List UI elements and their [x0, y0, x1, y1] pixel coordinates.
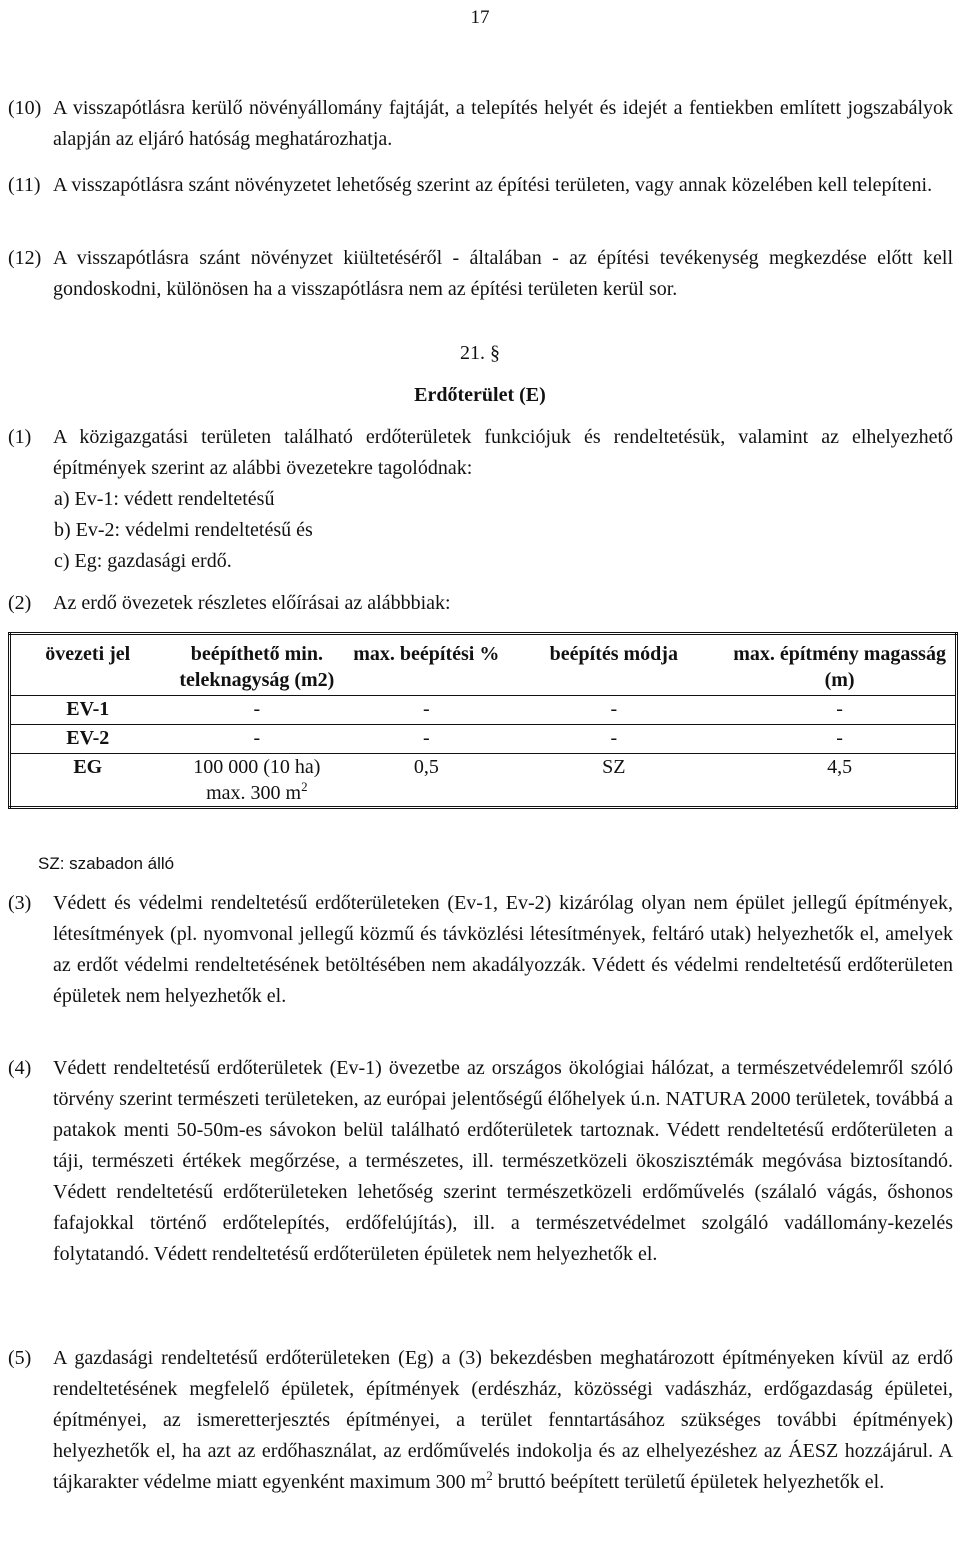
- paragraph-5: [8, 1343, 953, 1498]
- table-cell: EG: [73, 756, 103, 778]
- paragraph-2: [8, 588, 953, 619]
- table-row: [10, 754, 957, 808]
- paragraph-number: (11): [8, 174, 41, 196]
- table-footnote: SZ: szabadon álló: [38, 854, 175, 873]
- page-number: 17: [470, 7, 490, 28]
- paragraph-number: (2): [8, 592, 32, 614]
- table-cell: -: [165, 725, 350, 754]
- table-header-row: [10, 634, 957, 696]
- table-cell: -: [349, 696, 503, 725]
- paragraph-4: [8, 1053, 953, 1270]
- paragraph-text: A visszapótlásra szánt növényzet kiültetéséről - általában - az építési tevékenység megkezdése előtt kell gondoskodni, különösen ha a visszapótlásra nem az építési területen kerül sor.: [53, 247, 953, 300]
- paragraph-number: (4): [8, 1057, 32, 1079]
- paragraph-number: (10): [8, 97, 42, 119]
- superscript: 2: [301, 779, 308, 794]
- paragraph-3: [8, 888, 953, 1012]
- section-title: Erdőterület (E): [414, 384, 546, 406]
- paragraph-number: (1): [8, 426, 32, 448]
- paragraph-12: [8, 243, 953, 305]
- paragraph-text-main: A gazdasági rendeltetésű erdőterületeken (Eg) a (3) bekezdésben meghatározott építményeken kívül az erdő rendeltetésének megfelelő épületek, építmények (erdészház, közösségi vadászház, erdőgazdaság épületei, építményei, az ismeretterjesztés építményei, a terület fenntartásához szükséges további építmények) helyezhetők el, ha azt az erdőhasználat, az erdőművelés indokolja és az elhelyezéshez az ÁESZ hozzájárul. A tájkarakter védelme miatt egyenként maximum 300 m: [53, 1347, 953, 1493]
- paragraph-number: (3): [8, 892, 32, 914]
- table-cell: -: [724, 696, 956, 725]
- paragraph-text: [53, 1343, 953, 1498]
- table-cell: -: [503, 725, 724, 754]
- list-item: b) Ev-2: védelmi rendeltetésű és: [54, 519, 313, 541]
- zone-regulations-table: [8, 632, 958, 809]
- header-zone-code: övezeti jel: [10, 634, 165, 696]
- paragraph-text-tail: bruttó beépített területű épületek helyezhetők el.: [492, 1471, 885, 1493]
- table-cell: -: [165, 696, 350, 725]
- max-plot-size-value: [169, 780, 346, 806]
- paragraph-11: [8, 170, 953, 201]
- header-max-height: max. építmény magasság (m): [724, 634, 956, 696]
- max-plot-size-text: max. 300 m: [206, 782, 302, 804]
- table-cell: [165, 754, 350, 808]
- header-max-coverage: max. beépítési %: [349, 634, 503, 696]
- table-cell: 4,5: [827, 756, 853, 778]
- table-cell: -: [724, 725, 956, 754]
- header-building-mode: beépítés módja: [503, 634, 724, 696]
- paragraph-text: Védett rendeltetésű erdőterületek (Ev-1) övezetbe az országos ökológiai hálózat, a természetvédelemről szóló törvény szerint természeti területeken, az európai jelentőségű élőhelyek ú.n. NATURA 2000 területek, továbbá a patakok menti 50-50m-es sávokon belül található erdőterületek tartoznak. Védett rendeltetésű erdőterületen a táji, természeti értékek megőrzése, a természetes, ill. természetközeli ökoszisztémák megóvása biztosítandó. Védett rendeltetésű erdőterületeken lehetőség szerint természetközeli erdőművelés (szálaló vágás, őshonos fafajokkal történő erdőtelepítés, erdőfelújítás), ill. a természetvédelmet szolgáló vadállomány-kezelés folytatandó. Védett rendeltetésű erdőterületen épületek nem helyezhetők el.: [53, 1057, 953, 1265]
- header-min-plot-size: beépíthető min. teleknagyság (m2): [165, 634, 350, 696]
- list-item: c) Eg: gazdasági erdő.: [54, 550, 232, 572]
- superscript: 2: [486, 1468, 493, 1483]
- paragraph-number: (5): [8, 1347, 32, 1369]
- paragraph-1: [8, 422, 953, 484]
- min-plot-size-value: 100 000 (10 ha): [193, 756, 321, 778]
- paragraph-text: Védett és védelmi rendeltetésű erdőterületeken (Ev-1, Ev-2) kizárólag olyan nem épület jellegű építmények, létesítmények (pl. nyomvonal jellegű közmű és távközlési létesítmények, feltáró utak) helyezhetők el, amelyek az erdőt védelmi rendeltetésének betöltésében nem akadályozzák. Védett és védelmi rendeltetésű erdőterületen épületek nem helyezhetők el.: [53, 892, 953, 1007]
- table-cell: -: [349, 725, 503, 754]
- table-cell: EV-1: [10, 696, 165, 725]
- table-row: [10, 725, 957, 754]
- section-number: 21. §: [460, 342, 500, 364]
- list-item: a) Ev-1: védett rendeltetésű: [54, 488, 275, 510]
- paragraph-text: A közigazgatási területen található erdőterületek funkciójuk és rendeltetésük, valamint az elhelyezhető építmények szerint az alábbi övezetekre tagolódnak:: [53, 426, 953, 479]
- paragraph-text: Az erdő övezetek részletes előírásai az alábbbiak:: [53, 592, 451, 614]
- table-cell: EV-2: [10, 725, 165, 754]
- paragraph-10: [8, 93, 953, 155]
- paragraph-number: (12): [8, 247, 42, 269]
- table-row: [10, 696, 957, 725]
- table-cell: 0,5: [413, 756, 439, 778]
- table-cell: -: [503, 696, 724, 725]
- table-cell: SZ: [602, 756, 626, 778]
- paragraph-text: A visszapótlásra kerülő növényállomány fajtáját, a telepítés helyét és idejét a fentiekben említett jogszabályok alapján az eljáró hatóság meghatározhatja.: [53, 97, 953, 150]
- paragraph-text: A visszapótlásra szánt növényzetet lehetőség szerint az építési területen, vagy annak közelében kell telepíteni.: [53, 174, 933, 196]
